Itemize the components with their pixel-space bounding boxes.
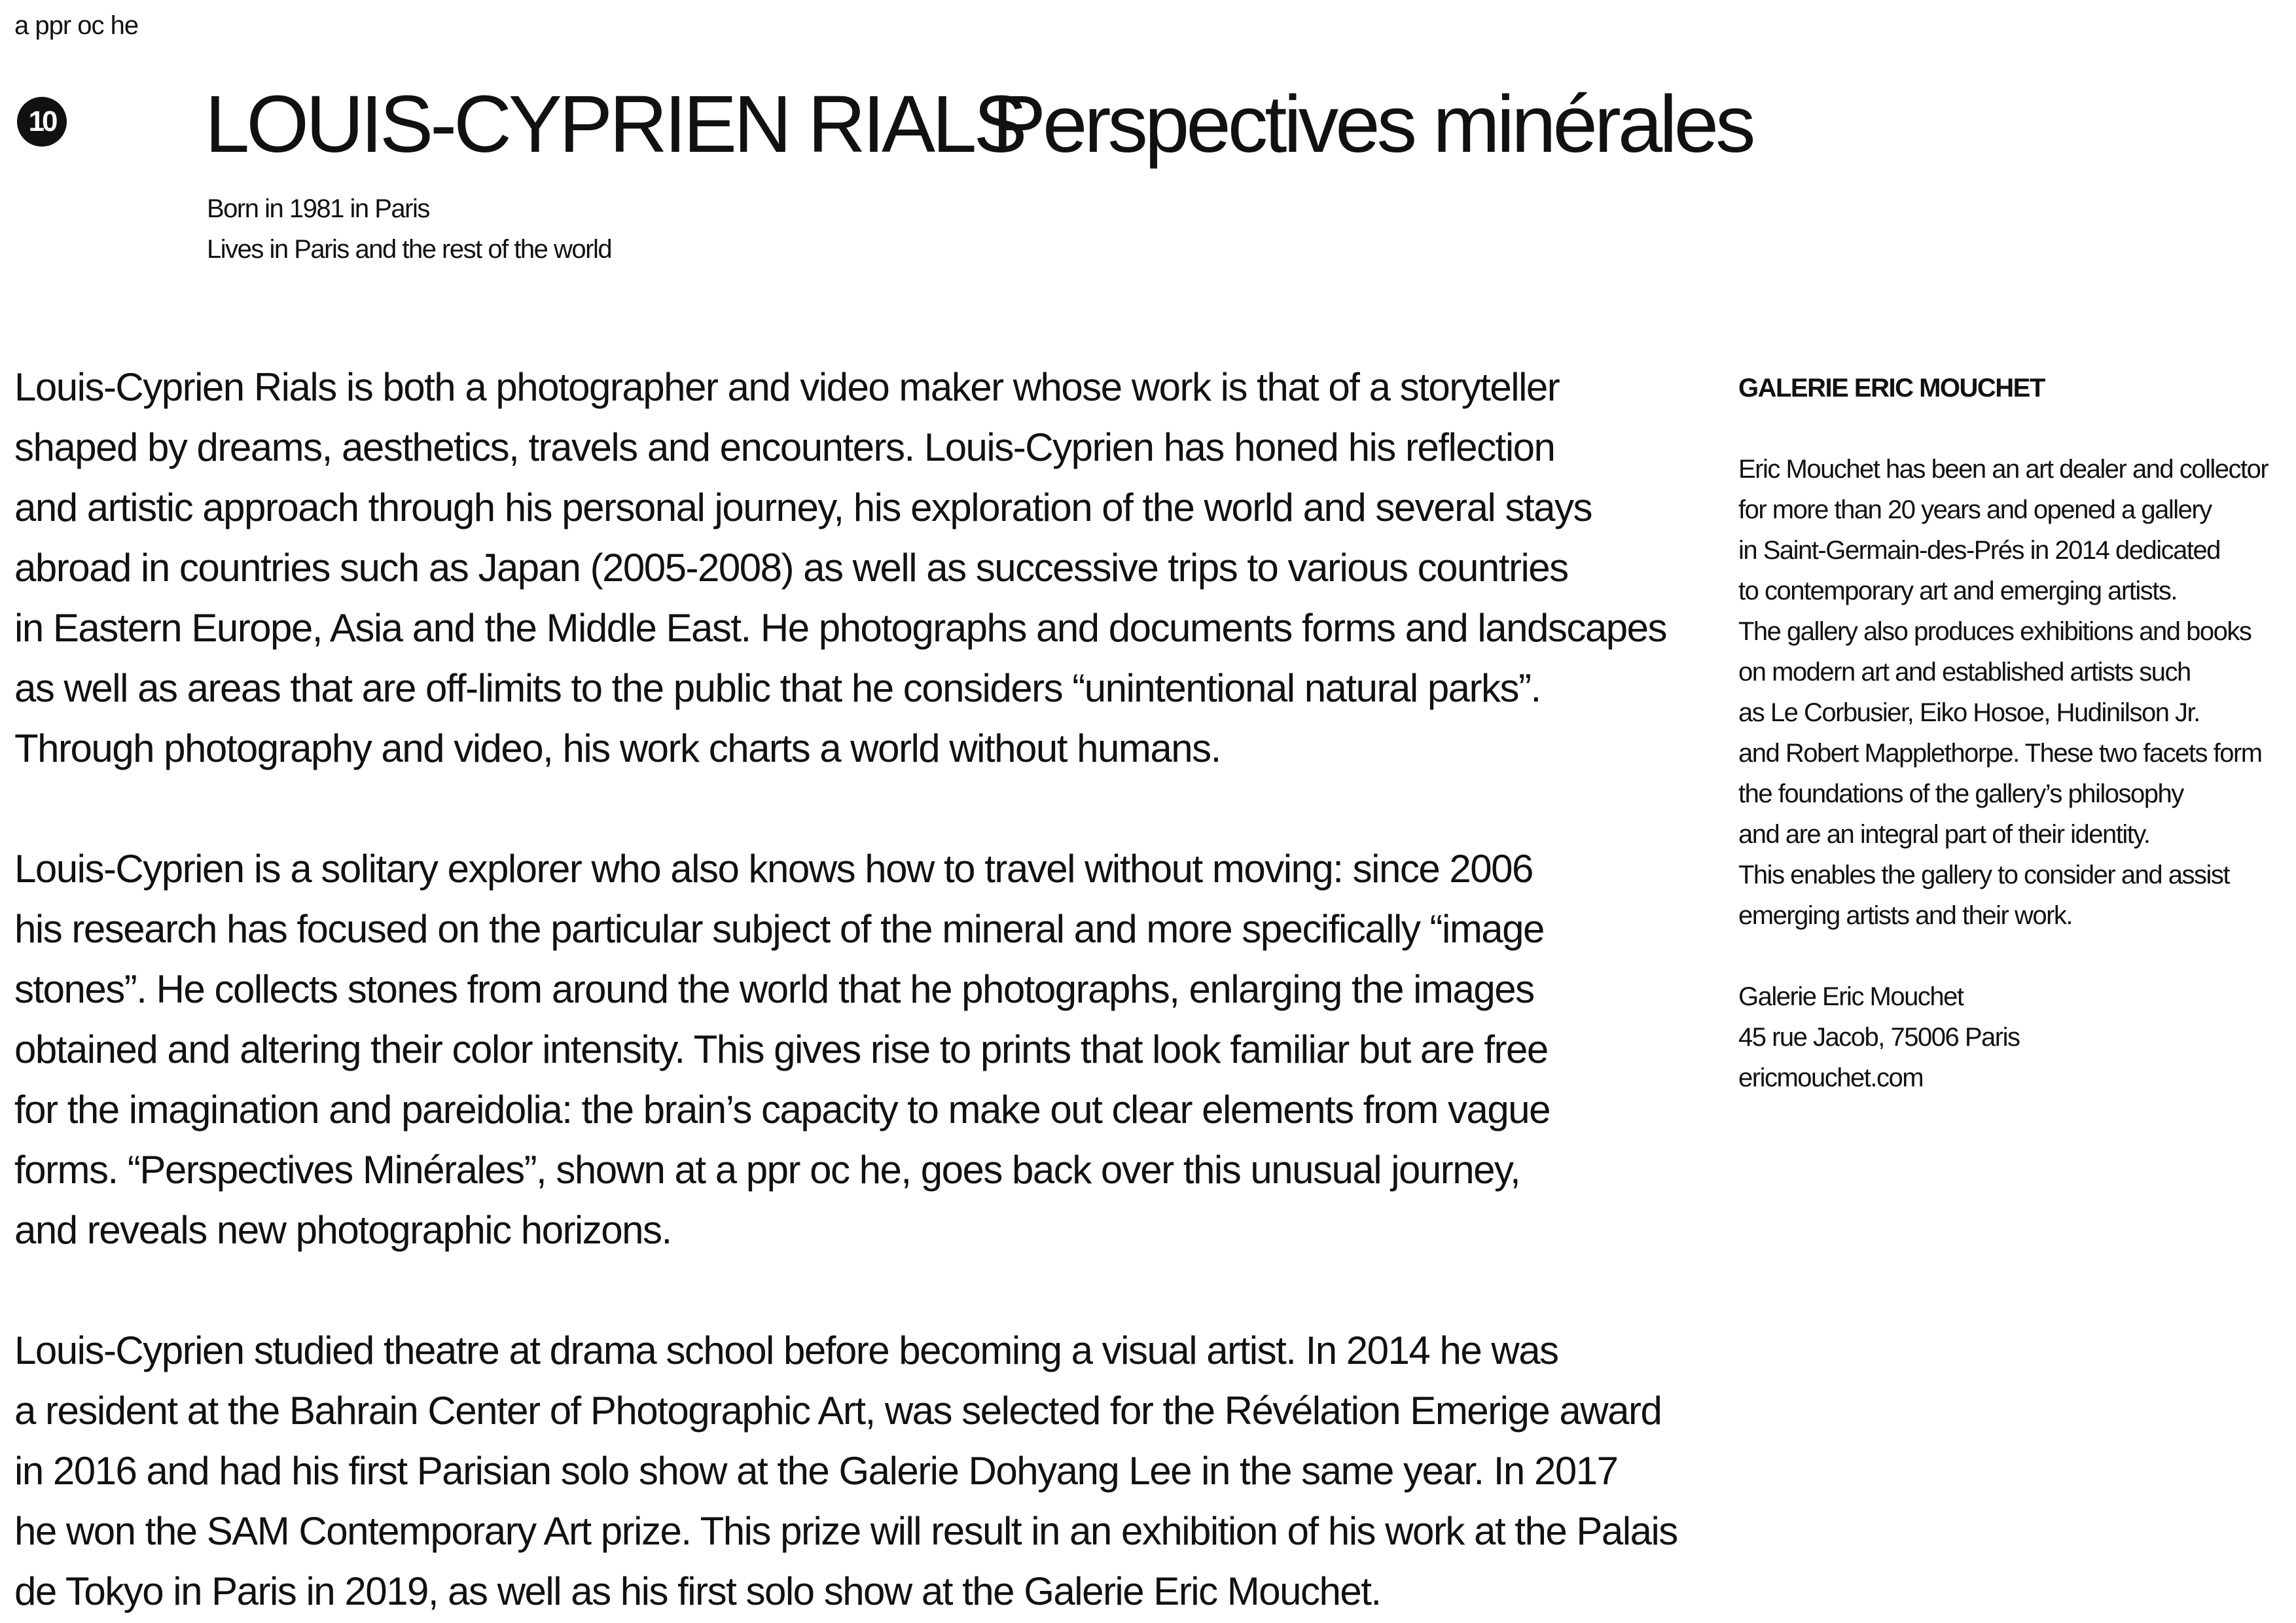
- text-line: and artistic approach through his personal journey, his exploration of the world and several stays: [14, 486, 1592, 529]
- text-line: stones”. He collects stones from around the world that he photographs, enlarging the images: [14, 967, 1534, 1011]
- bio-line: Lives in Paris and the rest of the world: [207, 235, 612, 264]
- description-line: Eric Mouchet has been an art dealer and collector: [1738, 455, 2269, 484]
- text-line: in 2016 and had his first Parisian solo show at the Galerie Dohyang Lee in the same year. In 2017: [14, 1449, 1618, 1493]
- text-line: forms. “Perspectives Minérales”, shown at a ppr oc he, goes back over this unusual journey,: [14, 1148, 1520, 1192]
- text-line: a resident at the Bahrain Center of Photographic Art, was selected for the Révélation Emerige award: [14, 1389, 1662, 1433]
- number-badge: 10: [17, 97, 67, 147]
- description-line: on modern art and established artists such: [1738, 658, 2191, 687]
- text-line: Louis-Cyprien is a solitary explorer who also knows how to travel without moving: since 2006: [14, 847, 1533, 891]
- text-line: Through photography and video, his work charts a world without humans.: [14, 726, 1221, 770]
- gallery-website: ericmouchet.com: [1738, 1063, 1924, 1092]
- description-line: This enables the gallery to consider and assist: [1738, 861, 2229, 889]
- description-line: in Saint-Germain-des-Prés in 2014 dedicated: [1738, 536, 2220, 565]
- paragraph: [14, 839, 1664, 1260]
- text-line: abroad in countries such as Japan (2005-2008) as well as successive trips to various countries: [14, 546, 1568, 590]
- artist-bio: [207, 188, 611, 270]
- description-line: the foundations of the gallery’s philosophy: [1738, 779, 2183, 808]
- artist-name: LOUIS-CYPRIEN RIALS: [205, 80, 1024, 169]
- paragraph: [14, 1321, 1677, 1622]
- description-line: and are an integral part of their identity.: [1738, 820, 2150, 849]
- paragraph: [14, 357, 1664, 779]
- gallery-sidebar: [1738, 368, 2288, 1098]
- gallery-contact: [1738, 976, 2288, 1098]
- description-line: as Le Corbusier, Eiko Hosoe, Hudinilson Jr.: [1738, 698, 2200, 727]
- main-text: [14, 357, 1677, 1622]
- text-line: de Tokyo in Paris in 2019, as well as his first solo show at the Galerie Eric Mouchet.: [14, 1569, 1381, 1613]
- text-line: Louis-Cyprien studied theatre at drama school before becoming a visual artist. In 2014 he was: [14, 1329, 1558, 1372]
- gallery-description: [1738, 449, 2288, 936]
- description-line: to contemporary art and emerging artists.: [1738, 577, 2177, 605]
- text-line: obtained and altering their color intensity. This gives rise to prints that look familiar but are free: [14, 1027, 1548, 1071]
- gallery-heading: GALERIE ERIC MOUCHET: [1738, 374, 2045, 402]
- text-line: for the imagination and pareidolia: the brain’s capacity to make out clear elements from vague: [14, 1088, 1550, 1132]
- gallery-address: 45 rue Jacob, 75006 Paris: [1738, 1023, 2020, 1052]
- text-line: Louis-Cyprien Rials is both a photographer and video maker whose work is that of a storyteller: [14, 365, 1560, 409]
- gallery-name: Galerie Eric Mouchet: [1738, 982, 1964, 1011]
- text-line: in Eastern Europe, Asia and the Middle East. He photographs and documents forms and landscapes: [14, 606, 1666, 650]
- text-line: he won the SAM Contemporary Art prize. This prize will result in an exhibition of his work at the Palais: [14, 1509, 1677, 1553]
- exhibition-title: Perspectives minérales: [992, 80, 1753, 169]
- bio-line: Born in 1981 in Paris: [207, 194, 429, 223]
- text-line: shaped by dreams, aesthetics, travels and encounters. Louis-Cyprien has honed his reflection: [14, 425, 1555, 469]
- description-line: for more than 20 years and opened a gallery: [1738, 495, 2212, 524]
- description-line: and Robert Mapplethorpe. These two facets form: [1738, 739, 2262, 768]
- brand-name: a ppr oc he: [14, 11, 139, 40]
- description-line: emerging artists and their work.: [1738, 901, 2073, 930]
- text-line: and reveals new photographic horizons.: [14, 1208, 672, 1252]
- text-line: his research has focused on the particular subject of the mineral and more specifically “image: [14, 907, 1544, 951]
- description-line: The gallery also produces exhibitions and books: [1738, 617, 2251, 646]
- text-line: as well as areas that are off-limits to the public that he considers “unintentional natural parks”.: [14, 666, 1541, 710]
